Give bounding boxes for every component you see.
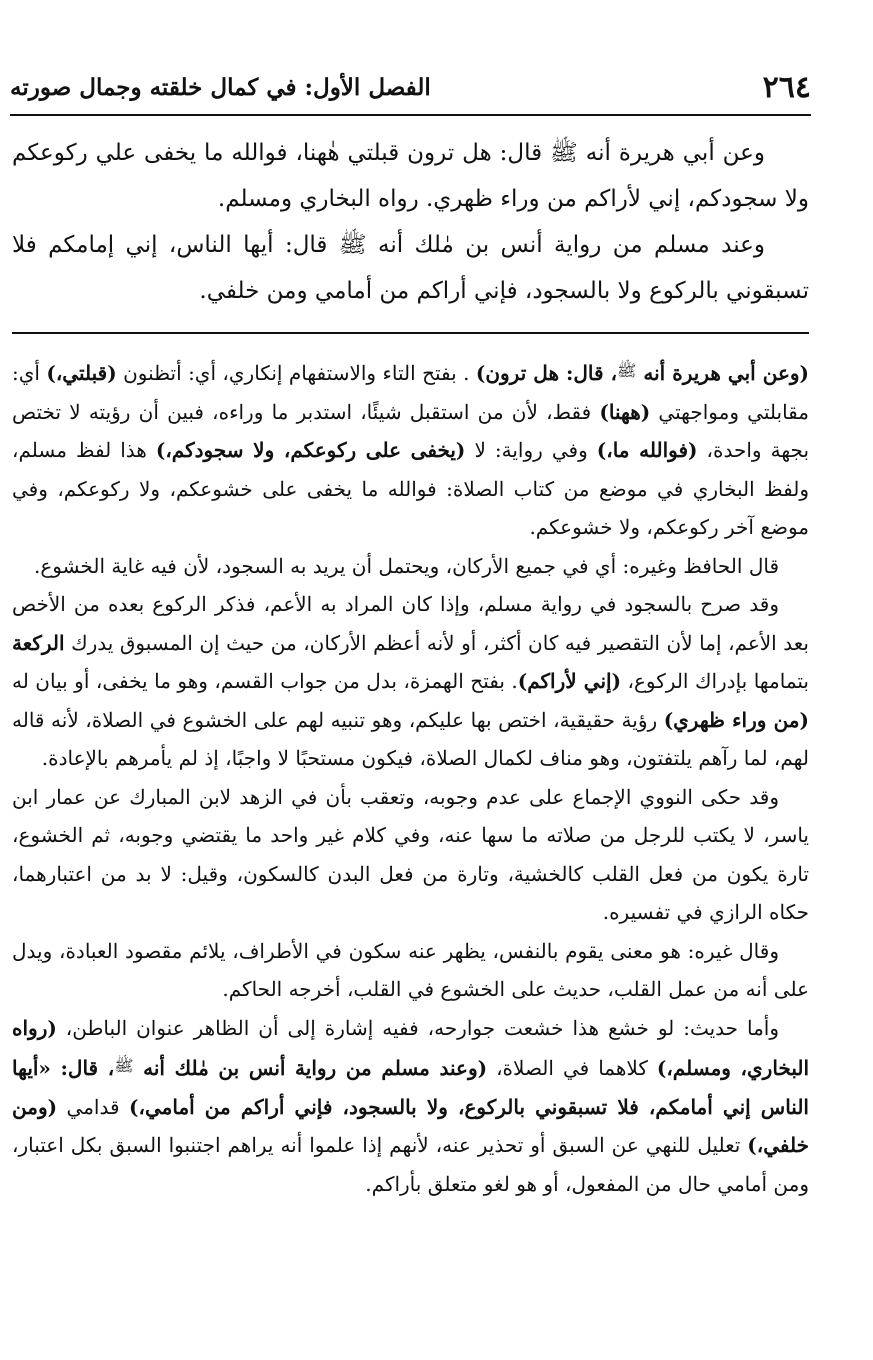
explanation-text: رؤية حقيقية، اختص بها عليكم، وهو تنبيه لهم على الخشوع في الصلاة، لأنه قاله لهم، لما رآهم يلتفتون، وهو مناف لكمال الصلاة، فيكون مستحبًا لا واجبًا، إذ لم يأمرهم بالإعادة. xyxy=(12,707,809,770)
explanation-text: فقط، لأن من استقبل شيئًا، استدبر ما وراءه، فبين أن رؤيته لا تختص بجهة واحدة، xyxy=(12,399,810,462)
quoted-text: (ههنا) xyxy=(599,399,651,424)
honorific-sign: ﷺ xyxy=(617,361,637,380)
quoted-text: (وعند مسلم من رواية أنس بن مٰلك أنه xyxy=(133,1056,488,1080)
commentary-paragraph-3 xyxy=(12,585,809,778)
hadith-paragraph-1: وعن أبي هريرة أنه ﷺ قال: هل ترون قبلتي هٰهنا، فوالله ما يخفى علي ركوعكم ولا سجودكم، إني لأراكم من وراء ظهري. رواه البخاري ومسلم. xyxy=(12,140,809,212)
quoted-text: (ومن خلفي،) xyxy=(12,1094,809,1157)
commentary-paragraph-6 xyxy=(12,1009,809,1204)
explanation-text: تعليل للنهي عن السبق أو تحذير عنه، لأنهم إذا علموا أنه يراهم اجتنبوا السبق بكل اعتبار، ومن أمامي حال من المفعول، أو هو لغو متعلق بأراكم. xyxy=(12,1133,809,1196)
page-header xyxy=(10,60,811,116)
explanation-text: هذا لفظ مسلم، ولفظ البخاري في موضع من كتاب الصلاة: فوالله ما يخفى على خشوعكم، ولا ركوعكم، وفي موضع آخر ركوعكم، ولا خشوعكم. xyxy=(12,438,809,539)
explanation-text: أي: مقابلتي ومواجهتي xyxy=(12,361,809,424)
quoted-text: ، قال: هل ترون) xyxy=(475,361,618,385)
commentary-paragraph-4: وقد حكى النووي الإجماع على عدم وجوبه، وتعقب بأن في الزهد لابن المبارك عن عمار ابن ياسر، لا يكتب للرجل من صلاته ما سها عنه، وفي كلام غير واحد ما يقتضي وجوبه، ثم الخشوع، تارة يكون من فعل القلب كالخشية، وتارة من فعل البدن كالسكون، وقيل: لا بد من اعتبارهما، حكاه الرازي في تفسيره. xyxy=(12,784,809,924)
quoted-text: (يخفى على ركوعكم، ولا سجودكم،) xyxy=(155,438,466,462)
explanation-text: وقد صرح بالسجود في رواية مسلم، وإذا كان المراد به الأعم، فذكر الركوع بعده من الأخص بعد الأعم، إما لأن التقصير فيه كان أكثر، أو لأنه أعظم الأركان، من حيث إن المسبوق يدرك xyxy=(12,592,809,655)
quoted-text: (وعن أبي هريرة أنه xyxy=(636,361,809,385)
quoted-text: (فوالله ما،) xyxy=(596,438,698,462)
quoted-text: (قبلتي،) xyxy=(46,361,117,385)
quoted-text: ، قال: «أيها الناس إني أمامكم، فلا تسبقوني بالركوع، ولا بالسجود، فإني أراكم من أمامي،) xyxy=(12,1056,809,1119)
commentary-text xyxy=(12,352,809,1203)
hadith-paragraph-2: وعند مسلم من رواية أنس بن مٰلك أنه ﷺ قال: أيها الناس، إني إمامكم فلا تسبقوني بالركوع ولا بالسجود، فإني أراكم من أمامي ومن خلفي. xyxy=(12,232,809,304)
explanation-text: . بفتح التاء والاستفهام إنكاري، أي: أتظنون xyxy=(116,361,476,385)
explanation-text: بتمامها بإدراك الركوع، xyxy=(621,669,809,693)
explanation-text: وأما حديث: لو خشع هذا خشعت جوارحه، ففيه إشارة إلى أن الظاهر عنوان الباطن، xyxy=(56,1015,779,1040)
explanation-text: وفي رواية: لا xyxy=(465,438,597,462)
bold-term: الركعة xyxy=(12,630,65,655)
hadith-main-text xyxy=(12,130,809,314)
explanation-text: قدامي xyxy=(57,1094,130,1119)
section-divider xyxy=(12,332,809,334)
commentary-paragraph-1 xyxy=(12,352,809,547)
page-number: ٢٦٤ xyxy=(762,69,811,105)
quoted-text: (من وراء ظهري) xyxy=(663,707,809,732)
chapter-title: الفصل الأول: في كمال خلقته وجمال صورته xyxy=(10,73,431,101)
commentary-paragraph-5: وقال غيره: هو معنى يقوم بالنفس، يظهر عنه سكون في الأطراف، يلائم مقصود العبادة، ويدل على أنه من عمل القلب، حديث على الخشوع في القلب، أخرجه الحاكم. xyxy=(12,938,809,1001)
explanation-text: كلاهما في الصلاة، xyxy=(487,1056,657,1080)
explanation-text: . بفتح الهمزة، بدل من جواب القسم، وهو ما يخفى، أو بيان له xyxy=(12,669,518,693)
quoted-text: (رواه البخاري، ومسلم،) xyxy=(12,1015,810,1080)
commentary-paragraph-2: قال الحافظ وغيره: أي في جميع الأركان، ويحتمل أن يريد به السجود، لأن فيه غاية الخشوع. xyxy=(33,553,779,578)
quoted-text: (إني لأراكم) xyxy=(517,669,622,693)
honorific-sign: ﷺ xyxy=(114,1056,134,1075)
